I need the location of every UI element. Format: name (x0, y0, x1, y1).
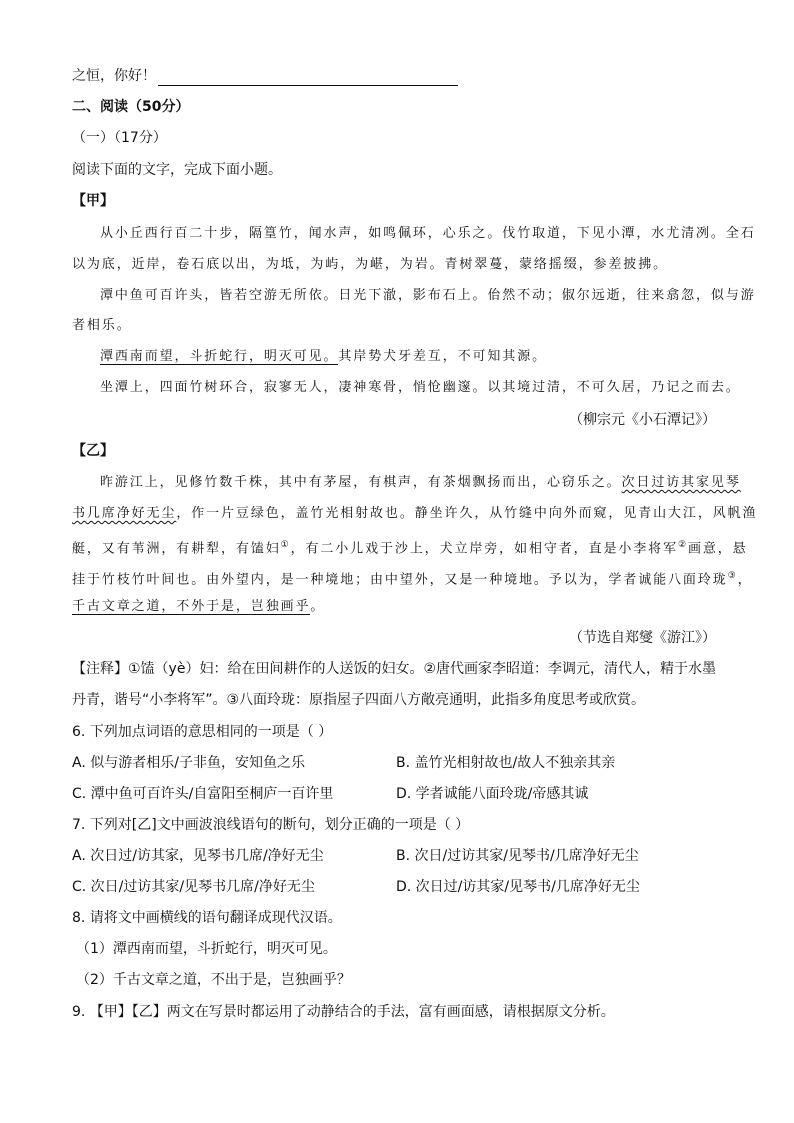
option-7c[interactable]: C. 次日/过访其家/见琴书几席/净好无尘 (72, 879, 315, 895)
passage-text: 艇，又有苇洲，有耕犁，有馌妇 (72, 541, 281, 557)
passage-text: 挂于竹枝竹叶间也。由外望内，是一种境地；由中望外，又是一种境地。予以为，学者诚能八面玲珑 (72, 572, 728, 588)
question-8-item-2: （2）千古文章之道，不出于是，岂独画乎？ (76, 972, 351, 988)
passage-yi-line (100, 473, 741, 493)
subsection-title: （一）（17分） (72, 130, 167, 146)
option-6d[interactable]: D. 学者诚能八面玲珑/帝感其诚 (396, 786, 589, 802)
passage-text: ， (737, 572, 753, 588)
annotation-line: 【注释】①馌（yè）妇：给在田间耕作的人送饭的妇女。②唐代画家李昭道：李调元，清代人，精于水墨 (72, 661, 716, 677)
option-6a[interactable]: A. 似与游者相乐/子非鱼，安知鱼之乐 (72, 755, 305, 771)
passage-jia-line: 坐潭上，四面竹树环合，寂寥无人，凄神寒骨，悄怆幽邃。以其境过清，不可久居，乃记之而去。 (100, 380, 741, 395)
question-8: 8. 请将文中画横线的语句翻译成现代汉语。 (72, 910, 342, 926)
wavy-underlined-sentence: 书几席净好无尘 (72, 506, 177, 521)
option-7d[interactable]: D. 次日过/访其家/见琴书/几席净好无尘 (396, 879, 640, 895)
question-6: 6. 下列加点词语的意思相同的一项是（ ） (72, 724, 333, 740)
passage-jia-line: 者相乐。 (72, 318, 132, 333)
instruction-text: 阅读下面的文字，完成下面小题。 (72, 162, 282, 178)
passage-text: 。 (310, 599, 326, 614)
question-7: 7. 下列对[乙]文中画波浪线语句的断句，划分正确的一项是（ ） (72, 817, 470, 833)
greeting-line (72, 66, 458, 86)
footnote-marker: ② (677, 540, 688, 550)
underlined-sentence: 千古文章之道，不外于是，岂独画乎 (72, 599, 311, 614)
passage-text: 昨游江上，见修竹数千株，其中有茅屋，有棋声，有茶烟飘扬而出，心窃乐之。 (100, 475, 622, 490)
passage-yi-line (72, 535, 748, 559)
wavy-underlined-sentence: 次日过访其家见琴 (621, 475, 741, 490)
option-6c[interactable]: C. 潭中鱼可百许头/自富阳至桐庐一百许里 (72, 786, 334, 802)
passage-text: 画意，悬 (687, 541, 748, 557)
passage-jia-source: （柳宗元《小石潭记》） (569, 412, 716, 428)
answer-blank[interactable] (158, 71, 458, 86)
footnote-marker: ① (280, 540, 291, 550)
option-6b[interactable]: B. 盖竹光相射故也/故人不独亲其亲 (396, 755, 616, 771)
annotation-line: 丹青，谐号“小李将军”。③八面玲珑：原指屋子四面八方敞亮通明，此指多角度思考或欣赏。 (72, 692, 646, 708)
passage-jia-line: 潭中鱼可百许头，皆若空游无所依。日光下澈，影布石上。佁然不动；俶尔远逝，往来翕忽，似与游 (100, 288, 756, 303)
passage-jia-line: 以为底，近岸，卷石底以出，为坻，为屿，为嵁，为岩。青树翠蔓，蒙络摇缀，参差披拂。 (72, 257, 669, 272)
footnote-marker: ③ (727, 571, 738, 581)
passage-yi-source: （节选自郑燮《游江》） (569, 630, 716, 646)
passage-text: 其岸势犬牙差互，不可知其源。 (338, 349, 548, 364)
passage-text: ，作一片豆绿色，盖竹光相射故也。静坐许久，从竹缝中向外而窥，见青山大江，风帆渔 (176, 506, 758, 521)
option-7b[interactable]: B. 次日/过访其家/见琴书/几席净好无尘 (396, 848, 639, 864)
passage-jia-line: 从小丘西行百二十步，隔篁竹，闻水声，如鸣佩环，心乐之。伐竹取道，下见小潭，水尤清冽。全石 (100, 226, 756, 241)
passage-jia-label: 【甲】 (72, 193, 114, 209)
passage-text: ，有二小儿戏于沙上，犬立岸旁，如相守者，直是小李将军 (290, 541, 678, 557)
underlined-sentence: 潭西南而望，斗折蛇行，明灭可见。 (100, 349, 339, 364)
passage-yi-line (72, 566, 752, 590)
passage-yi-line (72, 504, 757, 524)
passage-jia-line (100, 347, 547, 367)
option-7a[interactable]: A. 次日过/访其家，见琴书几席/净好无尘 (72, 848, 324, 864)
question-8-item-1: （1）潭西南而望，斗折蛇行，明灭可见。 (76, 941, 337, 957)
passage-yi-line (72, 597, 325, 617)
greeting-text: 之恒，你好！ (72, 68, 156, 84)
section-title: 二、阅读（50分） (72, 99, 190, 115)
question-9: 9. 【甲】【乙】两文在写景时都运用了动静结合的手法，富有画面感，请根据原文分析。 (72, 1004, 615, 1020)
passage-yi-label: 【乙】 (72, 443, 114, 459)
